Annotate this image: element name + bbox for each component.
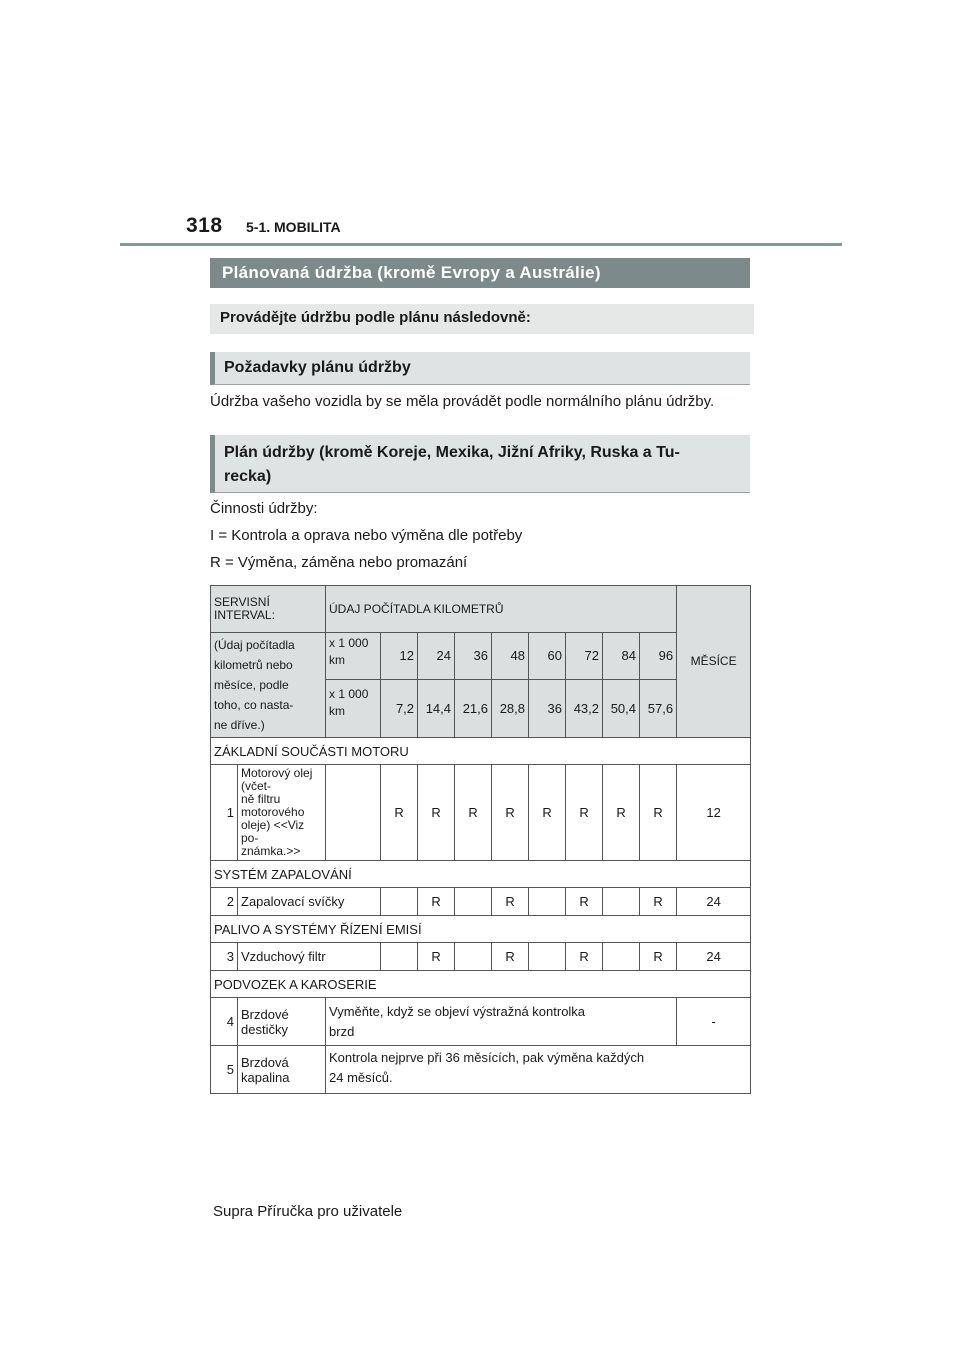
table-row <box>211 765 751 861</box>
section-row-ignition <box>211 861 751 888</box>
empty-cell <box>326 765 381 861</box>
main-banner: Plánovaná údržba (kromě Evropy a Austrálie) <box>210 258 750 288</box>
km-value: 96 <box>640 633 677 680</box>
odometer-note-cell: (Údaj počítadla kilometrů nebo měsíce, podle toho, co nasta- ne dříve.) <box>211 633 326 738</box>
row-number: 4 <box>211 998 238 1046</box>
mark-cell <box>603 888 640 916</box>
table-row <box>211 943 751 971</box>
activities-title: Činnosti údržby: <box>210 500 318 517</box>
mark-cell: R <box>418 888 455 916</box>
activity-r-definition: R = Výměna, záměna nebo promazání <box>210 554 468 571</box>
secondary-value: 50,4 <box>603 679 640 737</box>
km-value: 24 <box>418 633 455 680</box>
brake-fluid-note: Kontrola nejprve při 36 měsících, pak výměna každých 24 měsíců. <box>326 1046 751 1094</box>
requirements-heading: Požadavky plánu údržby <box>210 352 750 385</box>
months-header-cell: MĚSÍCE <box>677 586 751 738</box>
secondary-value: 28,8 <box>492 679 529 737</box>
section-engine-label: ZÁKLADNÍ SOUČÁSTI MOTORU <box>211 738 751 765</box>
km-value: 36 <box>455 633 492 680</box>
activity-i-definition: I = Kontrola a oprava nebo výměna dle potřeby <box>210 527 523 544</box>
section-chassis-label: PODVOZEK A KAROSERIE <box>211 971 751 998</box>
table-row <box>211 998 751 1046</box>
table-row <box>211 1046 751 1094</box>
months-cell: 12 <box>677 765 751 861</box>
secondary-value: 14,4 <box>418 679 455 737</box>
mark-cell <box>603 943 640 971</box>
row-item-air-filter: Vzduchový filtr <box>238 943 381 971</box>
km-value: 60 <box>529 633 566 680</box>
schedule-heading-line1: Plán údržby (kromě Koreje, Mexika, Jižní Afriky, Ruska a Tu- <box>224 444 680 461</box>
mark-cell: R <box>492 943 529 971</box>
row-item-spark-plugs: Zapalovací svíčky <box>238 888 381 916</box>
section-ignition-label: SYSTÉM ZAPALOVÁNÍ <box>211 861 751 888</box>
unit-secondary-cell: x 1 000 km <box>326 679 381 737</box>
unit-km-cell: x 1 000 km <box>326 633 381 680</box>
mark-cell: R <box>640 888 677 916</box>
row-item-brake-pads: Brzdové destičky <box>238 998 326 1046</box>
row-number: 3 <box>211 943 238 971</box>
secondary-value: 43,2 <box>566 679 603 737</box>
table-row <box>211 888 751 916</box>
schedule-heading <box>210 435 750 493</box>
mark-cell: R <box>492 765 529 861</box>
odometer-label-cell: ÚDAJ POČÍTADLA KILOMETRŮ <box>326 586 677 633</box>
row-item-brake-fluid: Brzdová kapalina <box>238 1046 326 1094</box>
section-row-chassis <box>211 971 751 998</box>
km-value: 48 <box>492 633 529 680</box>
mark-cell <box>455 943 492 971</box>
km-value: 84 <box>603 633 640 680</box>
row-number: 5 <box>211 1046 238 1094</box>
section-row-fuel <box>211 916 751 943</box>
mark-cell: R <box>529 765 566 861</box>
mark-cell: R <box>381 765 418 861</box>
maintenance-table <box>210 585 751 1094</box>
secondary-value: 36 <box>529 679 566 737</box>
footer-text: Supra Příručka pro uživatele <box>213 1203 403 1220</box>
brake-pads-note: Vyměňte, když se objeví výstražná kontrolka brzd <box>326 998 677 1046</box>
mark-cell: R <box>455 765 492 861</box>
header-rule <box>120 243 842 246</box>
mark-cell <box>381 943 418 971</box>
intro-box: Provádějte údržbu podle plánu následovně: <box>210 304 754 334</box>
mark-cell: R <box>418 765 455 861</box>
requirements-text: Údržba vašeho vozidla by se měla provádět podle normálního plánu údržby. <box>210 393 715 410</box>
mark-cell: R <box>566 888 603 916</box>
row-number: 1 <box>211 765 238 861</box>
mark-cell <box>529 943 566 971</box>
mark-cell: R <box>566 943 603 971</box>
km-value: 12 <box>381 633 418 680</box>
section-row-engine <box>211 738 751 765</box>
months-cell: 24 <box>677 943 751 971</box>
schedule-heading-line2: recka) <box>224 468 272 485</box>
section-fuel-label: PALIVO A SYSTÉMY ŘÍZENÍ EMISÍ <box>211 916 751 943</box>
row-item-oil: Motorový olej (včet- ně filtru motorového oleje) <<Viz po- známka.>> <box>238 765 326 861</box>
months-cell: 24 <box>677 888 751 916</box>
section-label: 5-1. MOBILITA <box>246 219 341 235</box>
mark-cell <box>529 888 566 916</box>
secondary-value: 21,6 <box>455 679 492 737</box>
page-number: 318 <box>186 214 223 237</box>
mark-cell: R <box>603 765 640 861</box>
mark-cell: R <box>492 888 529 916</box>
mark-cell <box>381 888 418 916</box>
mark-cell <box>455 888 492 916</box>
mark-cell: R <box>418 943 455 971</box>
secondary-value: 7,2 <box>381 679 418 737</box>
months-cell: - <box>677 998 751 1046</box>
mark-cell: R <box>566 765 603 861</box>
mark-cell: R <box>640 765 677 861</box>
row-number: 2 <box>211 888 238 916</box>
mark-cell: R <box>640 943 677 971</box>
km-value: 72 <box>566 633 603 680</box>
service-interval-cell: SERVISNÍ INTERVAL: <box>211 586 326 633</box>
table-header-row <box>211 586 751 633</box>
secondary-value: 57,6 <box>640 679 677 737</box>
table-km-row <box>211 633 751 680</box>
